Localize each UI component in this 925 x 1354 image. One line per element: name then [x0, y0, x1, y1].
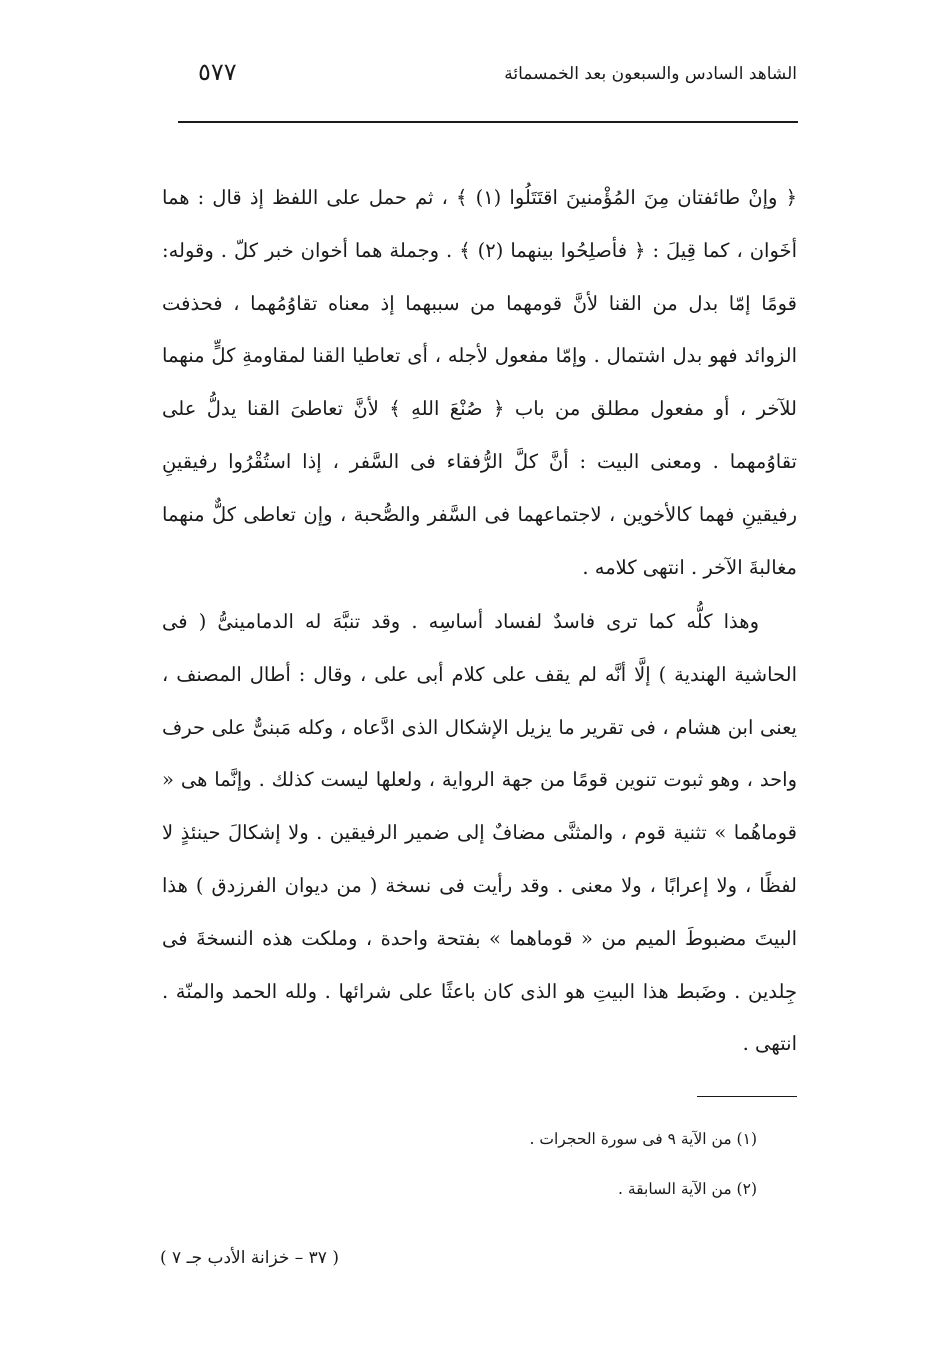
- footnote-rule: [697, 1096, 797, 1097]
- footnote-2: (٢) من الآية السابقة .: [618, 1180, 757, 1198]
- paragraph-1-text: ﴿ وإنْ طائفتان مِنَ المُؤْمنينَ اقتَتَلُوا (١) ﴾ ، ثم حمل على اللفظ إذ قال : هما أخَوان ، كما قِيلَ : ﴿ فأصلِحُوا بينهما (٢) ﴾ . وجملة هما أخوان خبر كلّ . وقوله: قومًا إمّا بدل من القنا لأنَّ قومهما من سببهما إذ معناه تقاوُمُهما ، فحذفت الزوائد فهو بدل اشتمال . وإمّا مفعول لأجله ، أى تعاطيا القنا لمقاومةِ كلٍّ منهما للآخر ، أو مفعول مطلق من باب ﴿ صُنْعَ اللهِ ﴾ لأنَّ تعاطىَ القنا يدلُّ على تقاوُمهما . ومعنى البيت : أنَّ كلَّ الرُّفقاء فى السَّفر ، إذا استُقْرُوا رفيقينِ رفيقينِ فهما كالأخوين ، لاجتماعهما فى السَّفر والصُّحبة ، وإن تعاطى كلٌّ منهما مغالبةَ الآخر . انتهى كلامه .: [162, 186, 798, 579]
- footnote-1: (١) من الآية ٩ فى سورة الحجرات .: [529, 1130, 757, 1148]
- paragraph-2: [162, 596, 797, 1071]
- signature-line: ( ٣٧ – خزانة الأدب جـ ٧ ): [160, 1248, 339, 1268]
- paragraph-2-text: وهذا كلُّه كما ترى فاسدٌ لفساد أساسِه . وقد تنبَّهَ له الدمامينىُّ ( فى الحاشية الهندية ) إلَّا أنَّه لم يقف على كلام أبى على ، وقال : أطال المصنف ، يعنى ابن هشام ، فى تقرير ما يزيل الإشكال الذى ادَّعاه ، وكله مَبنىٌّ على حرف واحد ، وهو ثبوت تنوين قومًا من جهة الرواية ، ولعلها ليست كذلك . وإنَّما هى « قوماهُما » تثنية قوم ، والمثنَّى مضافٌ إلى ضمير الرفيقين . ولا إشكالَ حينئذٍ لا لفظًا ، ولا إعرابًا ، ولا معنى . وقد رأيت فى نسخة ( من ديوان الفرزدق ) هذا البيتَ مضبوطَ الميم من « قوماهما » بفتحة واحدة ، وملكت هذه النسخةَ فى جِلدين . وضَبط هذا البيتِ هو الذى كان باعثًا على شرائها . ولله الحمد والمنّة . انتهى .: [162, 610, 797, 1056]
- running-header-title: الشاهد السادس والسبعون بعد الخمسمائة: [504, 64, 797, 84]
- page-number: ٥٧٧: [198, 58, 237, 86]
- header-rule: [178, 121, 798, 123]
- paragraph-1: [162, 172, 797, 594]
